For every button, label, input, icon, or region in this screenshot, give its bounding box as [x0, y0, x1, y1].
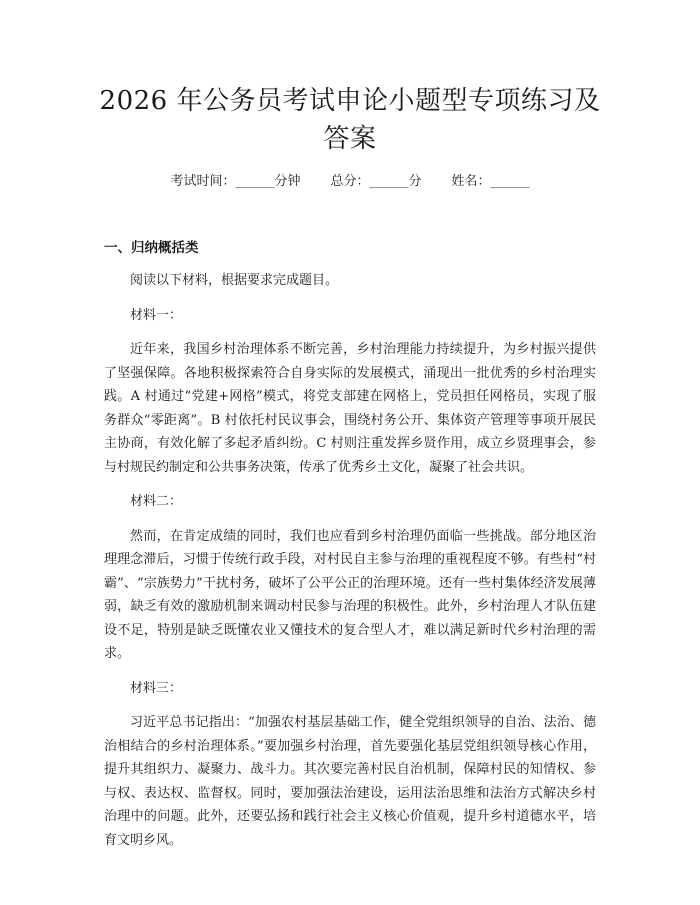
material-3-label: 材料三： — [130, 680, 183, 696]
material-2-text: 然而，在肯定成绩的同时，我们也应看到乡村治理仍面临一些挑战。部分地区治理理念滞后，习惯于传统行政手段，对村民自主参与治理的重视程度不够。有些村“村霸”、“宗族势力”干扰村务，破坏了公平公正的治理环境。还有一些村集体经济发展薄弱，缺乏有效的激励机制来调动村民参与治理的积极性。此外，乡村治理人才队伍建设不足，特别是缺乏既懂农业又懂技术的复合型人才，难以满足新时代乡村治理的需求。 — [104, 528, 596, 661]
material-1-text: 近年来，我国乡村治理体系不断完善，乡村治理能力持续提升，为乡村振兴提供了坚强保障。各地积极探索符合自身实际的发展模式，涌现出一批优秀的乡村治理实践。A 村通过“党建+网格”模式，将党支部建在网格上，党员担任网格员，实现了服务群众“零距离”。B 村依托村民议事会，围绕村务公开、集体资产管理等事项开展民主协商，有效化解了多起矛盾纠纷。C 村则注重发挥乡贤作用，成立乡贤理事会，参与村规民约制定和公共事务决策，传承了优秀乡土文化，凝聚了社会共识。 — [104, 342, 596, 475]
document-title: 2026 年公务员考试申论小题型专项练习及答案 — [99, 86, 601, 154]
instruction-text: 阅读以下材料，根据要求完成题目。 — [130, 273, 339, 288]
name-field: 姓名：______ — [451, 174, 530, 189]
exam-time-field: 考试时间：______分钟 — [170, 174, 301, 189]
exam-info-line — [104, 172, 596, 192]
section-heading: 一、归纳概括类 — [104, 240, 199, 256]
total-score-field: 总分：______分 — [330, 174, 422, 189]
material-1-label: 材料一： — [130, 307, 183, 323]
material-3-text: 习近平总书记指出：“加强农村基层基础工作，健全党组织领导的自治、法治、德治相结合的乡村治理体系。”要加强乡村治理，首先要强化基层党组织领导核心作用，提升其组织力、凝聚力、战斗力。其次要完善村民自治机制，保障村民的知情权、参与权、表达权、监督权。同时，要加强法治建设，运用法治思维和法治方式解决乡村治理中的问题。此外，还要弘扬和践行社会主义核心价值观，提升乡村道德水平，培育文明乡风。 — [104, 715, 596, 848]
material-2-label: 材料二： — [130, 494, 183, 509]
